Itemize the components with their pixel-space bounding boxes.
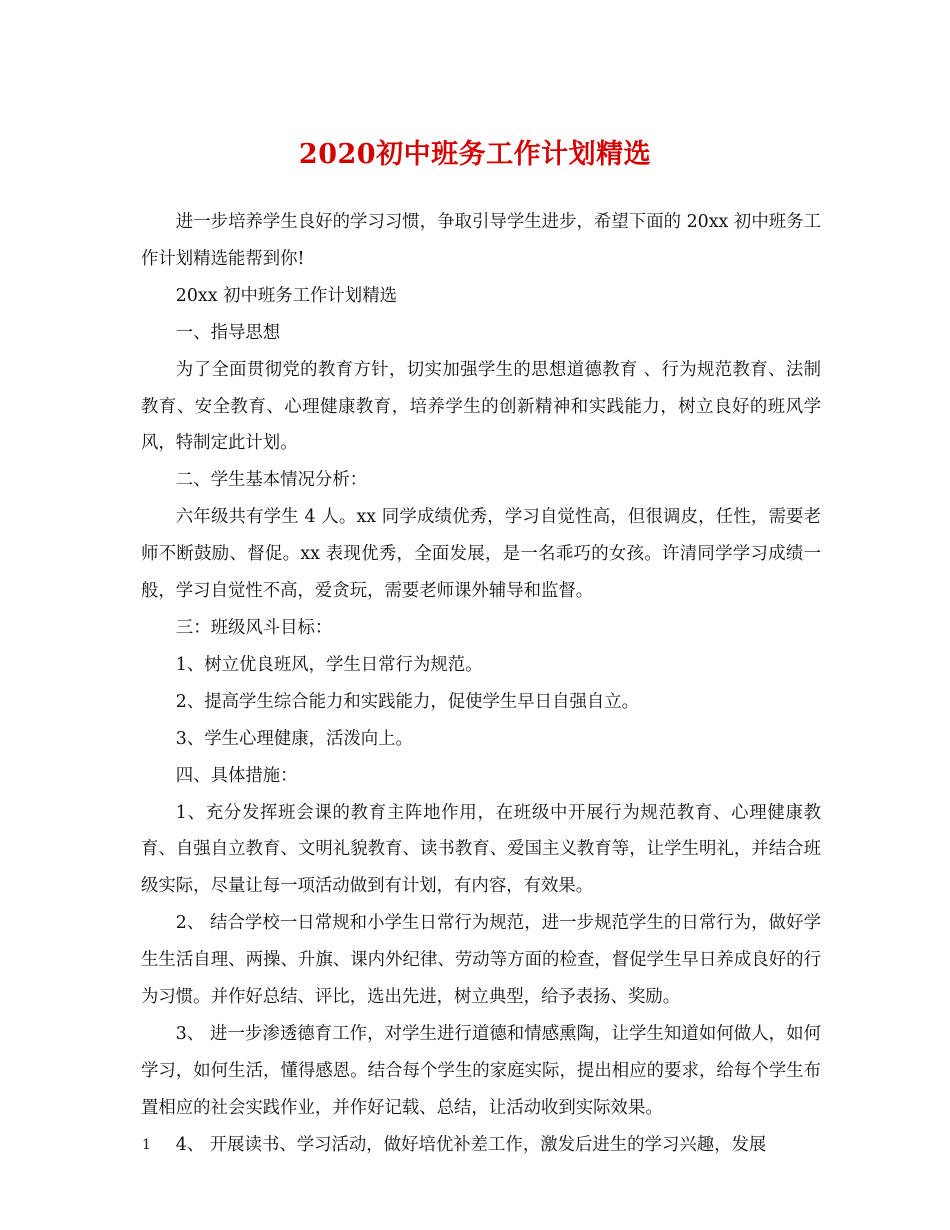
measure-item-4: 4、 开展读书、学习活动，做好培优补差工作，激发后进生的学习兴趣，发展	[175, 1134, 767, 1155]
goal-item-3: 3、学生心理健康，活泼向上。	[175, 728, 413, 749]
measure-item-3: 3、 进一步渗透德育工作，对学生进行道德和情感熏陶，让学生知道如何做人，如何学习，如何生活，懂得感恩。结合每个学生的家庭实际，提出相应的要求，给每个学生布置相应的社会实践作业，并作好记载、总结，让活动收到实际效果。	[141, 1023, 821, 1118]
section-heading-class-goals: 三：班级风斗目标：	[175, 617, 333, 638]
paragraph-subtitle: 20xx 初中班务工作计划精选	[175, 285, 397, 306]
section-heading-student-analysis: 二、学生基本情况分析：	[175, 470, 368, 491]
paragraph-guiding-thought: 为了全面贯彻党的教育方针，切实加强学生的思想道德教育 、行为规范教育、法制教育、安全教育、心理健康教育，培养学生的创新精神和实践能力，树立良好的班风学风，特制定此计划。	[141, 359, 821, 454]
document-title: 2020初中班务工作计划精选	[298, 139, 652, 170]
document-body	[141, 204, 821, 1164]
measure-item-2: 2、 结合学校一日常规和小学生日常行为规范，进一步规范学生的日常行为，做好学生生活自理、两操、升旗、课内外纪律、劳动等方面的检查，督促学生早日养成良好的行为习惯。并作好总结、评比，选出先进，树立典型，给予表扬、奖励。	[141, 913, 821, 1008]
section-heading-guiding-thought: 一、指导思想	[175, 322, 281, 343]
measure-item-1: 1、充分发挥班会课的教育主阵地作用，在班级中开展行为规范教育、心理健康教育、自强自立教育、文明礼貌教育、读书教育、爱国主义教育等，让学生明礼，并结合班级实际，尽量让每一项活动做到有计划，有内容，有效果。	[141, 802, 821, 897]
section-heading-measures: 四、具体措施：	[175, 765, 298, 786]
page-number: 1	[142, 1137, 151, 1153]
goal-item-2: 2、提高学生综合能力和实践能力，促使学生早日自强自立。	[175, 691, 640, 712]
goal-item-1: 1、树立优良班风，学生日常行为规范。	[175, 654, 483, 675]
paragraph-student-analysis: 六年级共有学生 4 人。xx 同学成绩优秀，学习自觉性高，但很调皮，任性，需要老师不断鼓励、督促。xx 表现优秀，全面发展，是一名乖巧的女孩。许清同学学习成绩一般，学习自觉性不高，爱贪玩，需要老师课外辅导和监督。	[141, 507, 821, 602]
paragraph-intro: 进一步培养学生良好的学习习惯，争取引导学生进步，希望下面的 20xx 初中班务工作计划精选能帮到你!	[141, 212, 821, 269]
